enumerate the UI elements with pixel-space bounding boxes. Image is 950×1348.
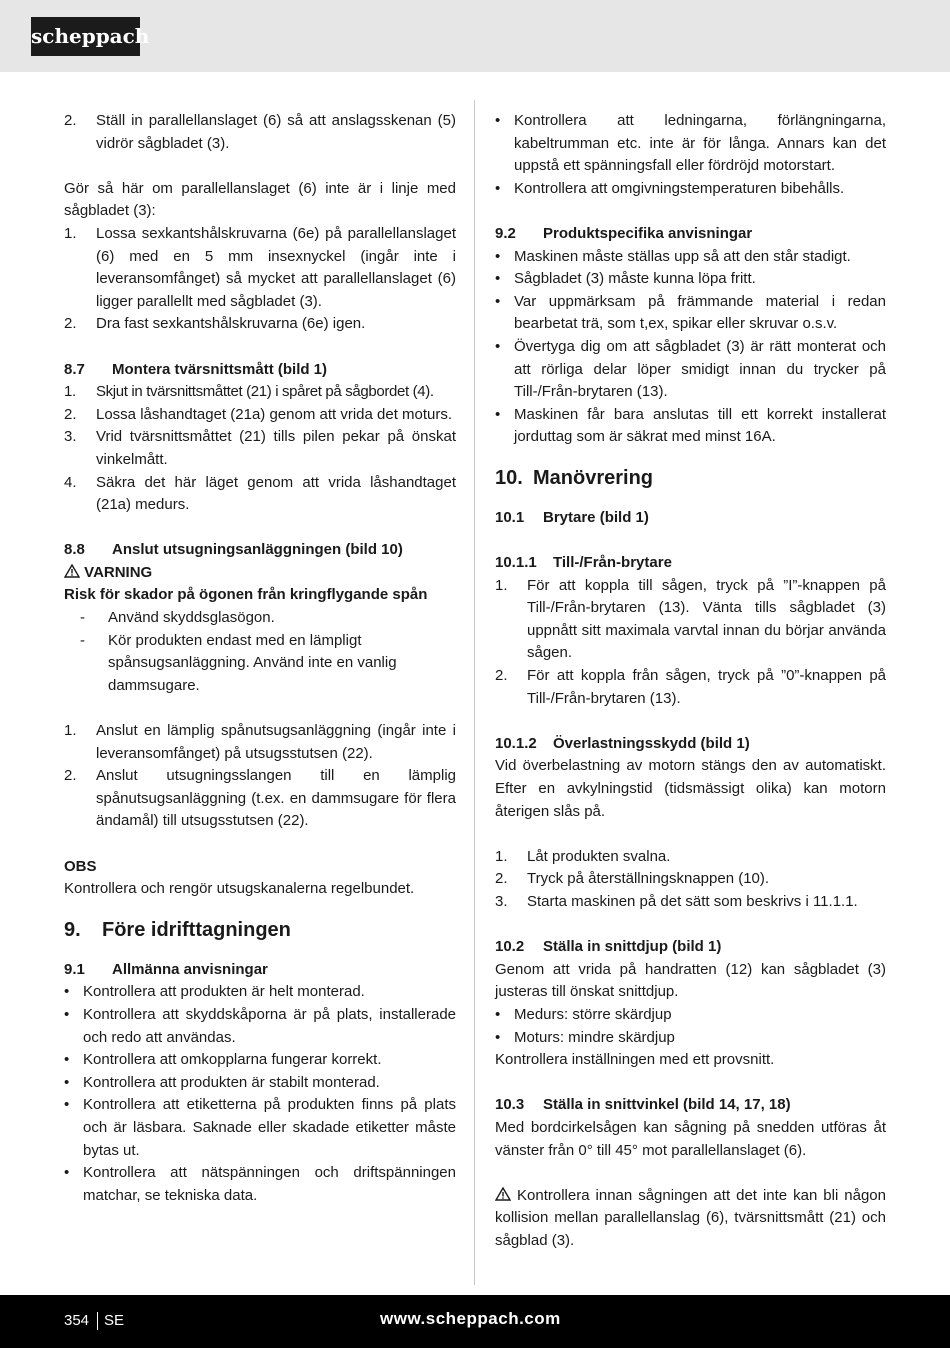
list-item [64,472,456,517]
warning-risk: Risk för skador på ögonen från kringflygande spån [64,586,428,604]
list-text: Lossa sexkantshålskruvarna (6e) på parallellanslaget (6) med en 5 mm insexnyckel (ingår inte i leveransomfånget) så mycket att parallellanslaget (6) ligger parallellt med sågbladet (3). [96,224,456,310]
chapter-heading-10 [495,463,886,493]
logo-text: scheppach [31,24,150,48]
language-code: SE [104,1312,125,1329]
list-text: Medurs: större skärdjup [514,1005,672,1023]
list-text: Skjut in tvärsnittsmåttet (21) i spåret på sågbordet (4). [96,383,434,401]
paragraph: Vid överbelastning av motorn stängs den av automatiskt. Efter en avkylningstid (tidsmässigt olika) kan motorn återigen slås på. [495,757,886,820]
list-item [64,426,456,471]
list-text: Kontrollera att ledningarna, förlängningarna, kabeltrumman etc. inte är för långa. Annars kan det uppstå ett spänningsfall eller fördröjd motorstart. [514,112,886,175]
section-number: 8.8 [64,541,85,559]
section-heading-9-1 [64,959,456,982]
list-item: • Kontrollera att skyddskåporna är på plats, installerade och redo att användas. [64,1004,456,1049]
list-item [64,404,456,427]
section-title: Montera tvärsnittsmått (bild 1) [112,360,328,378]
list-item: • Kontrollera att omkopplarna fungerar korrekt. [64,1049,456,1072]
list-item: • Kontrollera att nätspänningen och driftspänningen matchar, se tekniska data. [64,1162,456,1207]
list-text: Kontrollera att etiketterna på produkten finns på plats och är läsbara. Saknade eller skadade etiketter måste bytas ut. [83,1096,456,1159]
list-item [64,630,456,698]
list-number: 1. [64,224,77,242]
section-heading-10-2 [495,936,886,959]
paragraph: Genom att vrida på handratten (12) kan sågbladet (3) justeras till önskat snittdjup. [495,960,886,1001]
list-item: • Var uppmärksam på främmande material i redan bearbetat trä, som t,ex, spikar eller skruvar o.s.v. [495,291,886,336]
section-title: Till-/Från-brytare [553,554,672,572]
left-column [64,110,456,1207]
section-number: 10.3 [495,1096,525,1114]
list-text: Kontrollera att omkopplarna fungerar korrekt. [83,1051,382,1069]
section-title: Allmänna anvisningar [112,960,268,978]
list-text: Starta maskinen på det sätt som beskrivs i 11.1.1. [527,893,858,910]
section-number: 10.1.1 [495,554,537,572]
page-header [0,0,950,72]
list-text: Kontrollera att nätspänningen och driftspänningen matchar, se tekniska data. [83,1164,456,1204]
website-url: www.scheppach.com [380,1309,561,1328]
chapter-number: 9. [64,918,81,941]
footer-separator [97,1312,98,1330]
list-item [495,665,886,710]
list-dash: - [80,631,85,649]
list-text: Vrid tvärsnittsmåttet (21) tills pilen pekar på önskat vinkelmått. [96,428,456,468]
list-text: Sågbladet (3) måste kunna löpa fritt. [514,270,756,288]
list-item: • Maskinen får bara anslutas till ett korrekt installerat jorduttag som är säkrat med minst 16A. [495,404,886,449]
section-title: Produktspecifika anvisningar [543,224,753,242]
warning-triangle-icon [495,1187,511,1201]
section-number: 8.7 [64,360,85,378]
list-text: Maskinen får bara anslutas till ett korrekt installerat jorduttag som är säkrat med minst 16A. [514,405,886,446]
section-title: Ställa in snittdjup (bild 1) [543,938,722,956]
paragraph: Kontrollera inställningen med ett provsnitt. [495,1051,775,1069]
scheppach-logo [31,17,150,56]
list-text: Anslut utsugningsslangen till en lämplig spånutsugsanläggning (t.ex. en dammsugare för flera ändamål) till utsugsstutsen (22). [96,767,456,830]
list-item [64,720,456,765]
list-text: Dra fast sexkantshålskruvarna (6e) igen. [96,315,366,333]
list-item [495,891,886,914]
chapter-number: 10. [495,466,523,489]
list-item [495,868,886,891]
list-text: För att koppla från sågen, tryck på ”0”-knappen på Till-/Från-brytaren (13). [527,667,886,707]
list-item [64,313,456,336]
list-dash: - [80,609,85,627]
section-number: 10.1 [495,508,525,526]
list-number: 2. [64,315,77,333]
section-number: 10.1.2 [495,734,537,752]
list-text: Kontrollera att produkten är stabilt monterad. [83,1073,380,1091]
chapter-title: Före idrifttagningen [102,918,291,941]
warning-label: VARNING [84,563,153,581]
paragraph: Kontrollera och rengör utsugskanalerna regelbundet. [64,880,415,898]
list-item: • Medurs: större skärdjup [495,1004,886,1027]
paragraph: Gör så här om parallellanslaget (6) inte är i linje med sågbladet (3): [64,179,456,220]
list-text: Var uppmärksam på främmande material i redan bearbetat trä, som t,ex, spikar eller skruvar o.s.v. [514,292,886,333]
list-item [64,765,456,833]
list-text: Låt produkten svalna. [527,847,671,865]
list-number: 1. [64,722,77,740]
section-title: Överlastningsskydd (bild 1) [553,734,750,752]
section-number: 9.2 [495,224,516,242]
list-item [64,381,456,404]
list-number: 3. [495,893,508,910]
list-number: 3. [64,428,77,446]
list-number: 1. [64,383,76,401]
section-title: Brytare (bild 1) [543,508,649,526]
section-title: Ställa in snittvinkel (bild 14, 17, 18) [543,1096,791,1114]
warning-text: Kontrollera innan sågningen att det inte kan bli någon kollision mellan parallellanslag (6), tvärsnittsmått (21) och sågblad (3). [495,1186,886,1249]
list-number: 4. [64,473,77,491]
list-text: Kontrollera att omgivningstemperaturen bibehålls. [514,179,845,197]
section-number: 9.1 [64,960,85,978]
list-item [64,607,456,630]
list-text: Lossa låshandtaget (21a) genom att vrida det moturs. [96,405,453,423]
section-heading-8-8 [64,539,456,562]
align-steps [64,223,456,336]
list-item: • Kontrollera att produkten är helt monterad. [64,981,456,1004]
list-number: 2. [64,112,77,129]
list-number: 1. [495,847,508,865]
chapter-title: Manövrering [533,466,654,489]
column-divider [474,100,475,1285]
list-text: För att koppla till sågen, tryck på ”I”-knappen på Till-/Från-brytaren (13). Vänta tills sågbladet (3) uppnått sitt maximala varvtal innan du börjar använda sågen. [527,576,886,662]
list-number: 2. [495,870,508,888]
list-item [495,575,886,665]
list-text: Tryck på återställningsknappen (10). [527,870,770,888]
list-item [64,110,456,155]
section-heading-10-1 [495,507,886,530]
list-item: • Maskinen måste ställas upp så att den står stadigt. [495,246,886,269]
list-item: • Kontrollera att ledningarna, förlängningarna, kabeltrumman etc. inte är för långa. Annars kan det uppstå ett spänningsfall eller fördröjd motorstart. [495,110,886,178]
list-number: 1. [495,576,508,594]
list-item: • Sågbladet (3) måste kunna löpa fritt. [495,268,886,291]
list-text: Kontrollera att skyddskåporna är på plats, installerade och redo att användas. [83,1005,456,1046]
warning-triangle-icon [64,564,80,578]
section-heading-10-3 [495,1094,886,1117]
list-item [495,846,886,869]
list-item: • Kontrollera att omgivningstemperaturen bibehålls. [495,178,886,201]
list-item: • Moturs: mindre skärdjup [495,1027,886,1050]
warning-paragraph [495,1185,886,1253]
list-text: Anslut en lämplig spånutsugsanläggning (ingår inte i leveransomfånget) på utsugsstutsen (22). [96,722,456,762]
right-column [495,110,886,1253]
section-heading-10-1-2 [495,733,886,756]
section-heading-8-7 [64,359,456,382]
list-number: 2. [64,405,77,423]
list-item: • Kontrollera att produkten är stabilt monterad. [64,1072,456,1095]
section-number: 10.2 [495,938,525,956]
section-heading-9-2 [495,223,886,246]
list-text: Säkra det här läget genom att vrida låshandtaget (21a) medurs. [96,473,456,514]
obs-label: OBS [64,857,97,875]
list-text: Övertyga dig om att sågbladet (3) är rätt monterat och att rörliga delar löper smidigt innan du trycker på Till-/Från-brytaren (13). [514,337,886,401]
chapter-heading-9 [64,915,456,945]
section-heading-10-1-1 [495,552,886,575]
list-item [64,223,456,313]
paragraph: Med bordcirkelsågen kan sågning på snedden utföras åt vänster från 0° till 45° mot parallellanslaget (6). [495,1118,886,1159]
list-item: • Kontrollera att etiketterna på produkten finns på plats och är läsbara. Saknade eller skadade etiketter måste bytas ut. [64,1094,456,1162]
list-number: 2. [495,667,508,685]
list-item: • Övertyga dig om att sågbladet (3) är rätt monterat och att rörliga delar löper smidigt innan du trycker på Till-/Från-brytaren (13). [495,336,886,404]
list-number: 2. [64,767,77,785]
list-text: Kontrollera att produkten är helt monterad. [83,983,365,1001]
list-text: Kör produkten endast med en lämpligt spånsugsanläggning. Använd inte en vanlig dammsugare. [108,631,397,694]
page-footer [0,1295,950,1348]
page-number: 354 [64,1312,90,1329]
list-text: Använd skyddsglasögon. [108,609,275,627]
warning-heading [64,562,456,585]
list-text: Moturs: mindre skärdjup [514,1028,675,1046]
list-text: Maskinen måste ställas upp så att den står stadigt. [514,247,851,265]
list-text: Ställ in parallellanslaget (6) så att anslagsskenan (5) vidrör sågbladet (3). [96,112,456,152]
section-title: Anslut utsugningsanläggningen (bild 10) [112,541,403,559]
